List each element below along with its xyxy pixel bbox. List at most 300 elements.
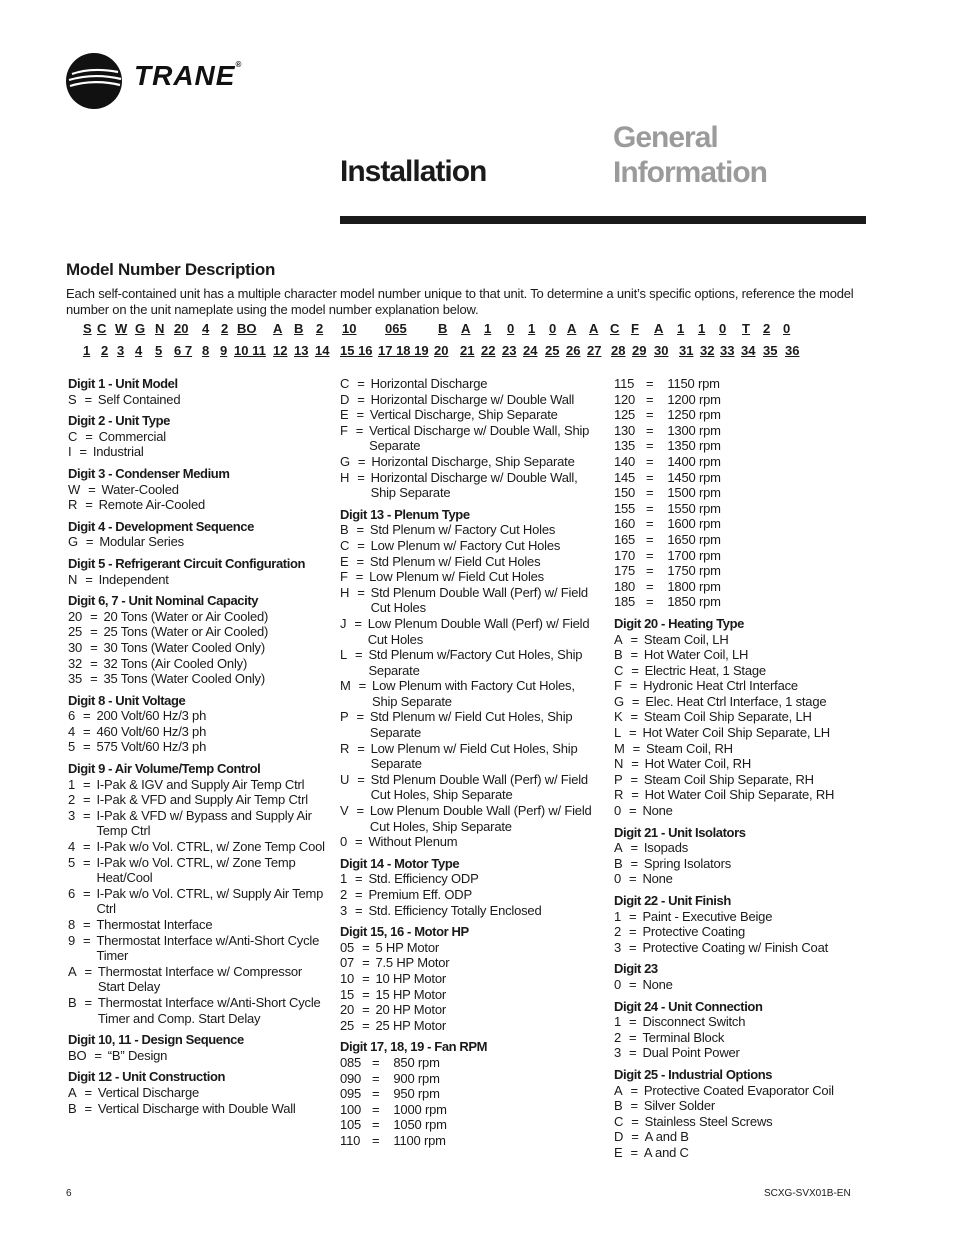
equals-sign: = — [646, 485, 654, 501]
option-description: Protective Coated Evaporator Coil — [643, 1082, 834, 1098]
option-group — [614, 1067, 864, 1161]
option-item — [340, 741, 602, 772]
option-description: 1200 rpm — [667, 391, 721, 407]
equals-sign: = — [90, 639, 98, 655]
option-code: 30 — [68, 639, 83, 655]
option-description: 1750 rpm — [667, 563, 721, 579]
option-description: Low Plenum with Factory Cut Holes, Ship Separate — [372, 678, 575, 709]
equals-sign: = — [646, 469, 654, 485]
equals-sign: = — [629, 939, 637, 955]
equals-sign: = — [90, 608, 98, 624]
option-description: 460 Volt/60 Hz/3 ph — [96, 723, 207, 739]
option-group — [68, 593, 330, 687]
option-description: 1150 rpm — [667, 376, 720, 391]
option-item — [68, 708, 330, 724]
equals-sign: = — [630, 1082, 638, 1098]
model-digit-26: 31 — [679, 343, 694, 358]
equals-sign: = — [355, 647, 363, 663]
option-description: 575 Volt/60 Hz/3 ph — [96, 739, 207, 755]
option-item — [614, 579, 864, 595]
option-description: Modular Series — [99, 534, 184, 550]
model-char-6: 20 — [174, 321, 189, 336]
model-digit-9: 10 11 — [234, 343, 266, 358]
option-item — [340, 834, 602, 850]
option-code: S — [68, 391, 77, 407]
option-code: E — [614, 1144, 623, 1160]
group-heading: Digit 17, 18, 19 - Fan RPM — [340, 1039, 488, 1055]
option-description: Low Plenum Double Wall (Perf) w/ Field Cut Holes — [367, 615, 590, 647]
option-description: 5 HP Motor — [375, 939, 439, 955]
option-code: C — [340, 376, 350, 391]
option-group — [614, 961, 864, 992]
brand-wordmark: TRANE® — [134, 60, 243, 91]
option-description: 1800 rpm — [667, 578, 721, 594]
equals-sign: = — [646, 453, 654, 469]
model-digit-20: 25 — [545, 343, 560, 358]
model-char-3: W — [115, 321, 128, 336]
option-description: Hot Water Coil Ship Separate, LH — [642, 725, 830, 741]
option-description: 850 rpm — [393, 1054, 440, 1070]
equals-sign: = — [362, 986, 370, 1002]
option-description: Stainless Steel Screws — [644, 1113, 773, 1129]
model-char-9: BO — [237, 321, 257, 336]
option-group — [68, 693, 330, 755]
equals-sign: = — [362, 955, 370, 971]
option-item — [340, 1133, 602, 1149]
equals-sign: = — [83, 885, 91, 901]
option-description: Protective Coating w/ Finish Coat — [642, 939, 829, 955]
option-description: Vertical Discharge w/ Double Wall, Ship Separate — [369, 422, 590, 454]
option-code: 3 — [68, 807, 76, 823]
model-char-15: B — [438, 321, 448, 336]
option-code: F — [614, 678, 622, 694]
equals-sign: = — [629, 1029, 637, 1045]
option-code: 100 — [340, 1101, 362, 1117]
option-item — [68, 855, 330, 886]
option-group — [68, 1069, 330, 1116]
section-heading: Model Number Description — [66, 260, 276, 279]
option-item — [614, 803, 864, 819]
option-code: 185 — [614, 594, 636, 610]
option-item — [614, 1045, 864, 1061]
option-item — [614, 709, 864, 725]
option-description: Self Contained — [97, 391, 181, 407]
option-description: I-Pak w/o Vol. CTRL, w/ Zone Temp Heat/Cool — [96, 854, 296, 886]
option-description: 32 Tons (Air Cooled Only) — [103, 655, 248, 671]
equals-sign: = — [631, 693, 640, 709]
model-digit-10: 12 — [273, 343, 288, 358]
option-code: C — [68, 428, 78, 444]
option-code: 3 — [340, 902, 348, 918]
model-char-10: A — [273, 321, 283, 336]
model-char-16: A — [461, 321, 471, 336]
option-group — [614, 376, 864, 610]
option-code: P — [340, 709, 349, 725]
option-code: 1 — [340, 871, 348, 887]
option-code: C — [614, 662, 624, 678]
option-group — [68, 1032, 330, 1063]
option-item — [614, 563, 864, 579]
option-code: 2 — [614, 924, 622, 940]
option-description: Premium Eff. ODP — [368, 887, 472, 902]
option-item — [614, 840, 864, 856]
option-item — [614, 392, 864, 408]
option-code: 175 — [614, 563, 636, 579]
option-code: M — [614, 740, 625, 756]
option-item — [68, 429, 330, 445]
option-code: A — [614, 1082, 623, 1098]
option-description: Hot Water Coil Ship Separate, RH — [644, 787, 835, 803]
group-heading: Digit 3 - Condenser Medium — [68, 465, 230, 481]
option-description: Elec. Heat Ctrl Interface, 1 stage — [645, 693, 827, 709]
option-description: Thermostat Interface — [96, 917, 213, 932]
option-description: 1850 rpm — [667, 594, 721, 610]
section-title: General Information — [613, 121, 767, 189]
equals-sign: = — [646, 594, 654, 610]
option-code: A — [614, 631, 623, 647]
option-code: 0 — [614, 803, 622, 819]
option-item — [614, 632, 864, 648]
option-description: 1550 rpm — [667, 500, 721, 516]
equals-sign: = — [85, 571, 93, 587]
option-code: 2 — [340, 887, 348, 902]
option-description: Std Plenum w/Factory Cut Holes, Ship Separate — [368, 647, 583, 678]
option-description: Commercial — [98, 428, 166, 444]
option-group — [614, 616, 864, 819]
option-description: Std Plenum w/ Factory Cut Holes — [369, 522, 556, 538]
option-item — [340, 616, 602, 647]
model-char-19: 1 — [528, 321, 536, 336]
option-item — [68, 392, 330, 408]
option-description: Disconnect Switch — [642, 1014, 746, 1030]
option-code: 07 — [340, 955, 355, 971]
trane-logo-icon — [66, 53, 122, 109]
option-item — [614, 501, 864, 517]
model-digit-13: 15 16 — [340, 343, 373, 358]
option-description: Horizontal Discharge — [370, 376, 488, 391]
intro-paragraph: Each self-contained unit has a multiple character model number unique to that unit. To determine a unit’s specific options, reference the model number on the unit nameplate using the model number explanation below. — [66, 286, 854, 317]
model-char-11: B — [294, 321, 304, 336]
option-description: Horizontal Discharge w/ Double Wall — [370, 391, 575, 407]
option-code: 25 — [68, 624, 83, 640]
equals-sign: = — [356, 803, 364, 819]
model-digit-17: 22 — [481, 343, 496, 358]
option-group — [614, 825, 864, 887]
option-description: Steam Coil Ship Separate, RH — [643, 771, 814, 787]
option-item — [340, 1055, 602, 1071]
option-item — [614, 756, 864, 772]
option-code: I — [68, 444, 72, 460]
equals-sign: = — [362, 970, 370, 986]
page-title: Installation — [340, 155, 487, 188]
option-code: B — [614, 647, 623, 663]
model-digit-5: 5 — [155, 343, 163, 358]
option-item — [68, 671, 330, 687]
equals-sign: = — [357, 771, 365, 787]
equals-sign: = — [355, 569, 364, 585]
equals-sign: = — [629, 871, 637, 887]
header-rule — [340, 216, 866, 224]
equals-sign: = — [355, 887, 363, 902]
equals-sign: = — [356, 522, 364, 538]
option-description: Horizontal Discharge, Ship Separate — [371, 453, 575, 469]
equals-sign: = — [372, 1054, 380, 1070]
equals-sign: = — [88, 481, 96, 497]
option-item — [68, 497, 330, 513]
option-description: Spring Isolators — [643, 855, 732, 871]
option-group — [340, 1039, 602, 1148]
option-item — [340, 678, 602, 709]
option-code: V — [340, 803, 349, 819]
option-item — [340, 709, 602, 740]
equals-sign: = — [84, 1084, 92, 1100]
option-description: Thermostat Interface w/Anti-Short Cycle Timer and Comp. Start Delay — [97, 994, 321, 1026]
equals-sign: = — [83, 792, 91, 808]
option-description: I-Pak & IGV and Supply Air Temp Ctrl — [96, 776, 305, 792]
option-item — [68, 777, 330, 793]
option-group — [614, 999, 864, 1061]
option-item — [68, 1101, 330, 1117]
option-description: Without Plenum — [368, 834, 458, 850]
option-description: 20 Tons (Water or Air Cooled) — [103, 608, 269, 624]
option-item — [340, 955, 602, 971]
option-item — [340, 772, 602, 803]
option-item — [340, 887, 602, 903]
option-code: 05 — [340, 939, 355, 955]
option-description: A and C — [643, 1144, 689, 1160]
option-code: 110 — [340, 1132, 361, 1148]
option-code: 120 — [614, 391, 636, 407]
model-char-13: 10 — [342, 321, 357, 336]
model-char-5: N — [155, 321, 165, 336]
option-description: Electric Heat, 1 Stage — [644, 662, 766, 678]
option-item — [68, 808, 330, 839]
equals-sign: = — [646, 547, 654, 563]
equals-sign: = — [354, 615, 362, 631]
option-code: 5 — [68, 739, 76, 755]
option-code: 1 — [614, 1014, 622, 1030]
equals-sign: = — [646, 578, 654, 594]
option-item — [340, 522, 602, 538]
option-description: None — [642, 976, 673, 992]
model-char-26: 1 — [677, 321, 685, 336]
option-item — [340, 454, 602, 470]
equals-sign: = — [629, 908, 637, 924]
option-code: 25 — [340, 1017, 355, 1033]
option-group — [340, 376, 602, 501]
option-description: Vertical Discharge, Ship Separate — [369, 407, 558, 423]
option-description: Std Plenum Double Wall (Perf) w/ Field Cut Holes, Ship Separate — [370, 771, 588, 803]
option-description: Dual Point Power — [642, 1045, 740, 1061]
option-code: 115 — [614, 376, 635, 391]
option-description: 1500 rpm — [667, 485, 721, 501]
equals-sign: = — [372, 1086, 380, 1102]
equals-sign: = — [629, 803, 637, 819]
model-char-12: 2 — [316, 321, 324, 336]
option-description: Low Plenum Double Wall (Perf) w/ Field Cut Holes, Ship Separate — [369, 803, 592, 834]
equals-sign: = — [630, 631, 638, 647]
option-item — [614, 1014, 864, 1030]
option-description: 1350 rpm — [667, 438, 721, 454]
option-item — [614, 1129, 864, 1145]
option-code: D — [614, 1129, 624, 1145]
option-code: 6 — [68, 885, 76, 901]
equals-sign: = — [83, 839, 91, 855]
model-digit-28: 33 — [720, 343, 735, 358]
option-code: P — [614, 771, 623, 787]
option-description: Std Plenum w/ Field Cut Holes — [369, 553, 541, 569]
option-description: Thermostat Interface w/ Compressor Start Delay — [97, 963, 303, 995]
equals-sign: = — [83, 917, 91, 932]
option-code: 1 — [68, 776, 76, 792]
option-description: Paint - Executive Beige — [642, 908, 773, 924]
option-item — [68, 656, 330, 672]
option-item — [614, 663, 864, 679]
equals-sign: = — [355, 834, 363, 850]
model-char-8: 2 — [221, 321, 229, 336]
option-code: 6 — [68, 708, 76, 724]
option-item — [340, 538, 602, 554]
equals-sign: = — [631, 787, 639, 803]
option-description: Thermostat Interface w/Anti-Short Cycle Timer — [96, 932, 320, 964]
model-digit-2: 2 — [101, 343, 109, 358]
model-char-29: T — [742, 321, 750, 336]
option-code: 085 — [340, 1054, 362, 1070]
option-description: 35 Tons (Water Cooled Only) — [103, 671, 265, 687]
option-description: None — [642, 803, 673, 819]
group-heading: Digit 15, 16 - Motor HP — [340, 924, 469, 940]
model-digit-7: 8 — [202, 343, 210, 358]
option-code: 090 — [340, 1070, 362, 1086]
option-item — [614, 485, 864, 501]
option-description: Remote Air-Cooled — [98, 497, 206, 513]
option-code: 15 — [340, 986, 355, 1002]
options-column-1 — [68, 376, 330, 1122]
option-description: Steam Coil Ship Separate, LH — [643, 709, 812, 725]
equals-sign: = — [646, 407, 654, 423]
model-digit-14: 17 18 19 — [378, 343, 429, 358]
model-digit-31: 36 — [785, 343, 800, 358]
option-code: 145 — [614, 469, 636, 485]
option-code: 20 — [68, 608, 83, 624]
equals-sign: = — [630, 709, 638, 725]
group-heading: Digit 23 — [614, 961, 658, 977]
equals-sign: = — [84, 391, 92, 407]
option-description: Protective Coating — [642, 924, 746, 940]
option-description: 1100 rpm — [393, 1132, 446, 1148]
option-code: 10 — [340, 970, 355, 986]
option-code: 160 — [614, 516, 636, 532]
option-description: I-Pak & VFD and Supply Air Temp Ctrl — [96, 792, 308, 808]
option-group — [68, 413, 330, 460]
equals-sign: = — [629, 1014, 637, 1030]
option-description: 1600 rpm — [667, 516, 721, 532]
option-item — [614, 725, 864, 741]
option-code: 20 — [340, 1002, 355, 1018]
equals-sign: = — [646, 531, 654, 547]
option-item — [340, 1086, 602, 1102]
model-char-20: 0 — [549, 321, 557, 336]
option-item — [68, 995, 330, 1026]
option-code: F — [340, 422, 348, 438]
model-char-25: A — [654, 321, 664, 336]
option-item — [614, 787, 864, 803]
option-item — [340, 470, 602, 501]
option-code: 155 — [614, 500, 636, 516]
option-description: 200 Volt/60 Hz/3 ph — [96, 708, 207, 724]
option-code: C — [614, 1113, 624, 1129]
option-code: 130 — [614, 422, 636, 438]
option-item — [340, 407, 602, 423]
equals-sign: = — [362, 939, 370, 955]
option-description: Steam Coil, LH — [643, 631, 729, 647]
option-item — [614, 407, 864, 423]
equals-sign: = — [631, 662, 639, 678]
model-digit-21: 26 — [566, 343, 581, 358]
option-code: J — [340, 615, 347, 631]
option-code: K — [614, 709, 623, 725]
option-item — [68, 886, 330, 917]
option-item — [340, 585, 602, 616]
option-item — [68, 640, 330, 656]
option-description: 10 HP Motor — [375, 970, 447, 986]
model-digit-18: 23 — [502, 343, 517, 358]
option-item — [614, 1083, 864, 1099]
group-heading: Digit 22 - Unit Finish — [614, 893, 731, 908]
option-item — [614, 1098, 864, 1114]
equals-sign: = — [357, 376, 365, 391]
equals-sign: = — [356, 407, 364, 423]
model-digit-16: 21 — [460, 343, 475, 358]
equals-sign: = — [632, 740, 641, 756]
equals-sign: = — [646, 376, 654, 391]
group-heading: Digit 9 - Air Volume/Temp Control — [68, 761, 261, 777]
option-code: 180 — [614, 578, 636, 594]
option-code: B — [68, 1100, 77, 1116]
option-item — [340, 1117, 602, 1133]
option-code: 9 — [68, 932, 76, 948]
equals-sign: = — [646, 516, 654, 532]
option-description: 1050 rpm — [393, 1117, 447, 1133]
option-description: Hot Water Coil, LH — [643, 647, 749, 663]
equals-sign: = — [90, 655, 98, 671]
model-digit-12: 14 — [315, 343, 330, 358]
option-item — [68, 624, 330, 640]
option-code: 3 — [614, 1045, 622, 1061]
option-code: C — [340, 537, 350, 553]
option-item — [614, 647, 864, 663]
equals-sign: = — [90, 671, 98, 687]
option-description: 1300 rpm — [667, 422, 721, 438]
option-item — [614, 1114, 864, 1130]
model-digit-27: 32 — [700, 343, 715, 358]
option-group — [68, 556, 330, 587]
option-code: H — [340, 584, 350, 600]
option-description: 1000 rpm — [393, 1101, 447, 1117]
option-description: 1450 rpm — [667, 469, 721, 485]
option-code: F — [340, 569, 348, 585]
option-group — [340, 856, 602, 918]
equals-sign: = — [646, 563, 654, 579]
option-code: 32 — [68, 655, 83, 671]
page-number: 6 — [66, 1188, 72, 1199]
option-item — [614, 1030, 864, 1046]
option-item — [614, 678, 864, 694]
option-description: “B” Design — [107, 1047, 168, 1063]
option-description: 900 rpm — [393, 1070, 440, 1086]
equals-sign: = — [85, 428, 93, 444]
equals-sign: = — [357, 391, 365, 407]
